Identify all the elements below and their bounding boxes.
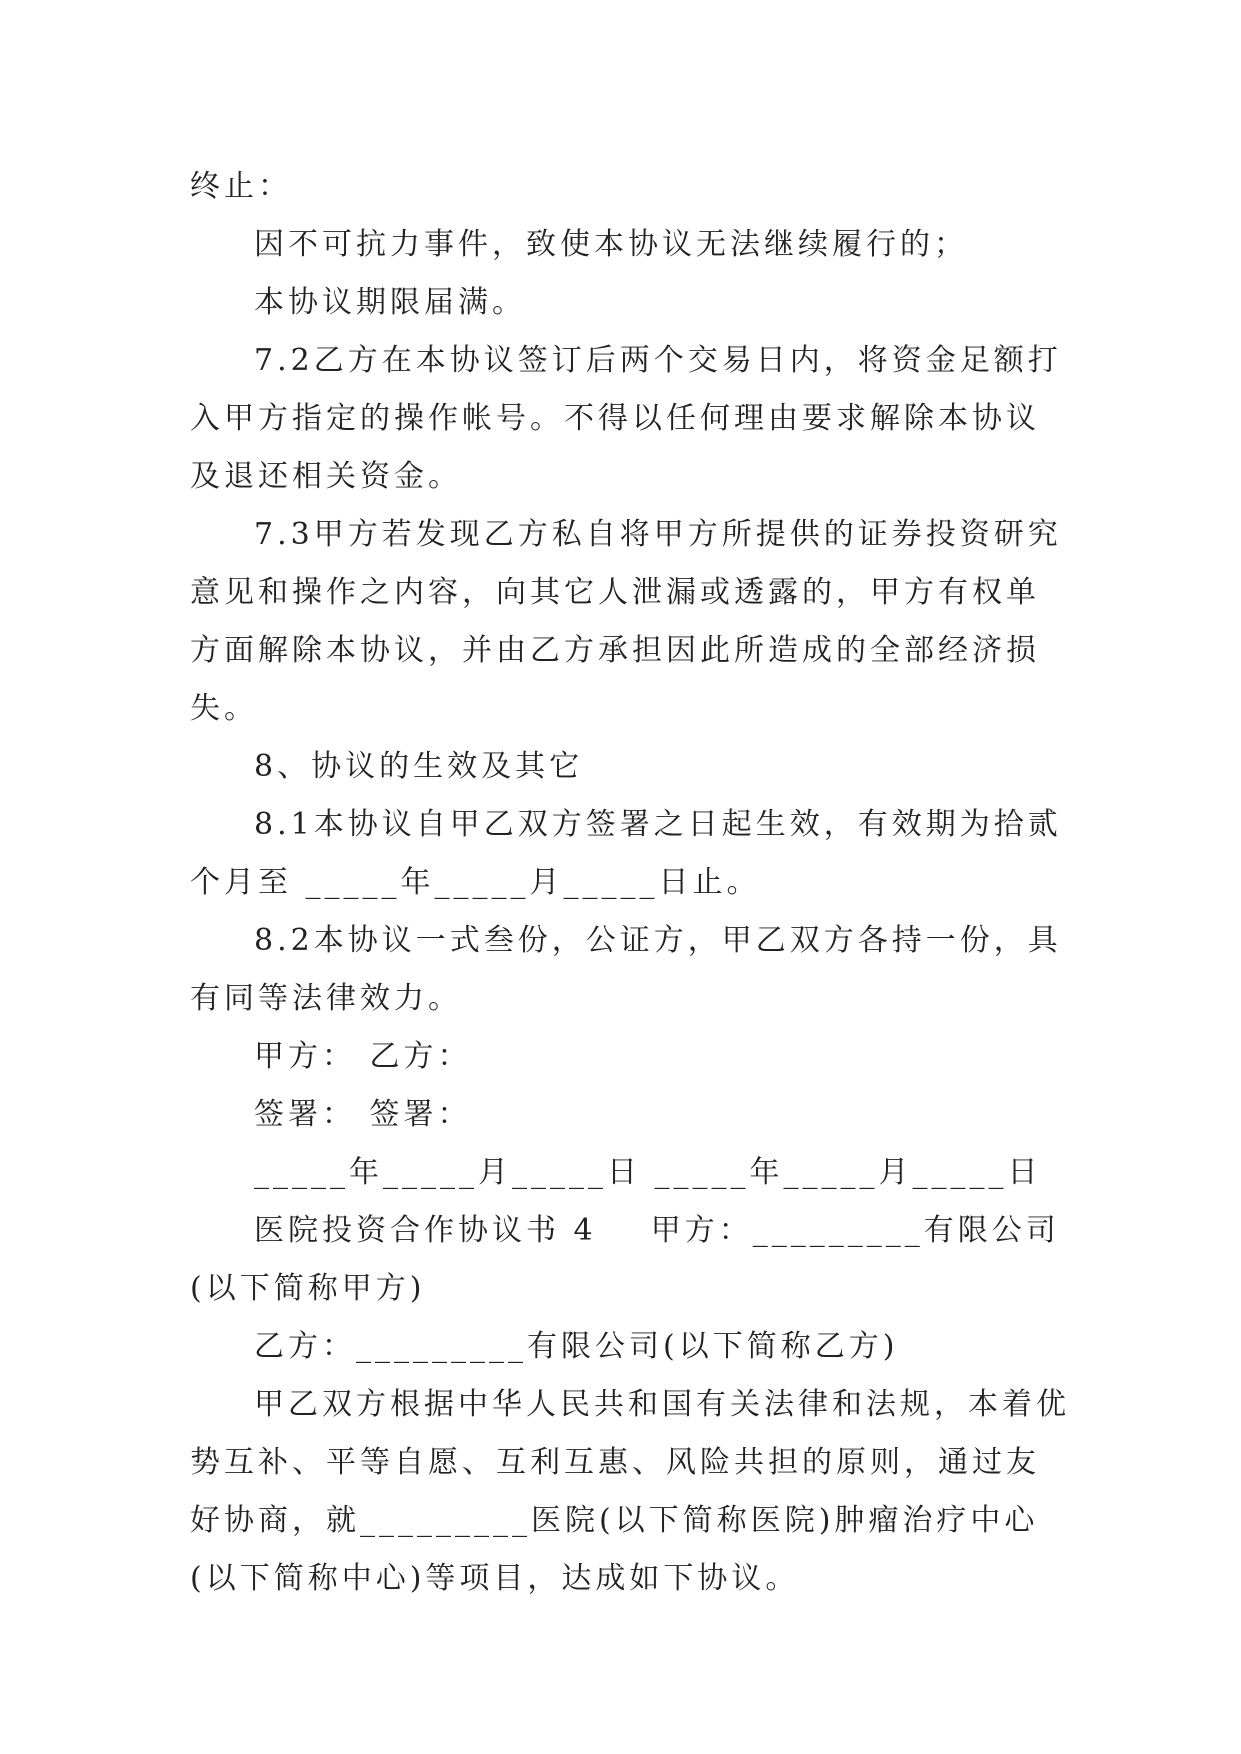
paragraph-preamble: 甲乙双方根据中华人民共和国有关法律和法规，本着优势互补、平等自愿、互利互惠、风险共担的原则，通过友好协商，就_________医院(以下简称医院)肿瘤治疗中心(以下简称中心)等项目，达成如下协议。 bbox=[190, 1387, 1070, 1596]
paragraph-termination-heading: 终止： bbox=[190, 169, 292, 204]
paragraph-clause-7-3: 7.3甲方若发现乙方私自将甲方所提供的证券投资研究意见和操作之内容，向其它人泄漏或透露的，甲方有权单方面解除本协议，并由乙方承担因此所造成的全部经济损失。 bbox=[190, 517, 1062, 726]
section-heading-8: 8、协议的生效及其它 bbox=[254, 749, 584, 784]
paragraph-party-b: 乙方：_________有限公司(以下简称乙方) bbox=[254, 1329, 899, 1364]
paragraph-clause-8-2: 8.2本协议一式叁份，公证方，甲乙双方各持一份，具有同等法律效力。 bbox=[190, 923, 1062, 1016]
paragraph-clause-7-2: 7.2乙方在本协议签订后两个交易日内，将资金足额打入甲方指定的操作帐号。不得以任何理由要求解除本协议及退还相关资金。 bbox=[190, 343, 1062, 494]
paragraph-force-majeure: 因不可抗力事件，致使本协议无法继续履行的； bbox=[254, 227, 968, 262]
signature-parties-line: 甲方： 乙方： bbox=[254, 1039, 472, 1074]
paragraph-agreement-4-party-a: 医院投资合作协议书 4 甲方：_________有限公司(以下简称甲方) bbox=[190, 1213, 1060, 1306]
paragraph-term-expiry: 本协议期限届满。 bbox=[254, 285, 526, 320]
paragraph-clause-8-1: 8.1本协议自甲乙双方签署之日起生效，有效期为拾贰个月至 _____年_____月_____日止。 bbox=[190, 807, 1062, 900]
document-body bbox=[190, 158, 1070, 1608]
signature-date-line: _____年_____月_____日 _____年_____月_____日 bbox=[254, 1155, 1042, 1190]
signature-sign-line: 签署： 签署： bbox=[254, 1097, 472, 1132]
